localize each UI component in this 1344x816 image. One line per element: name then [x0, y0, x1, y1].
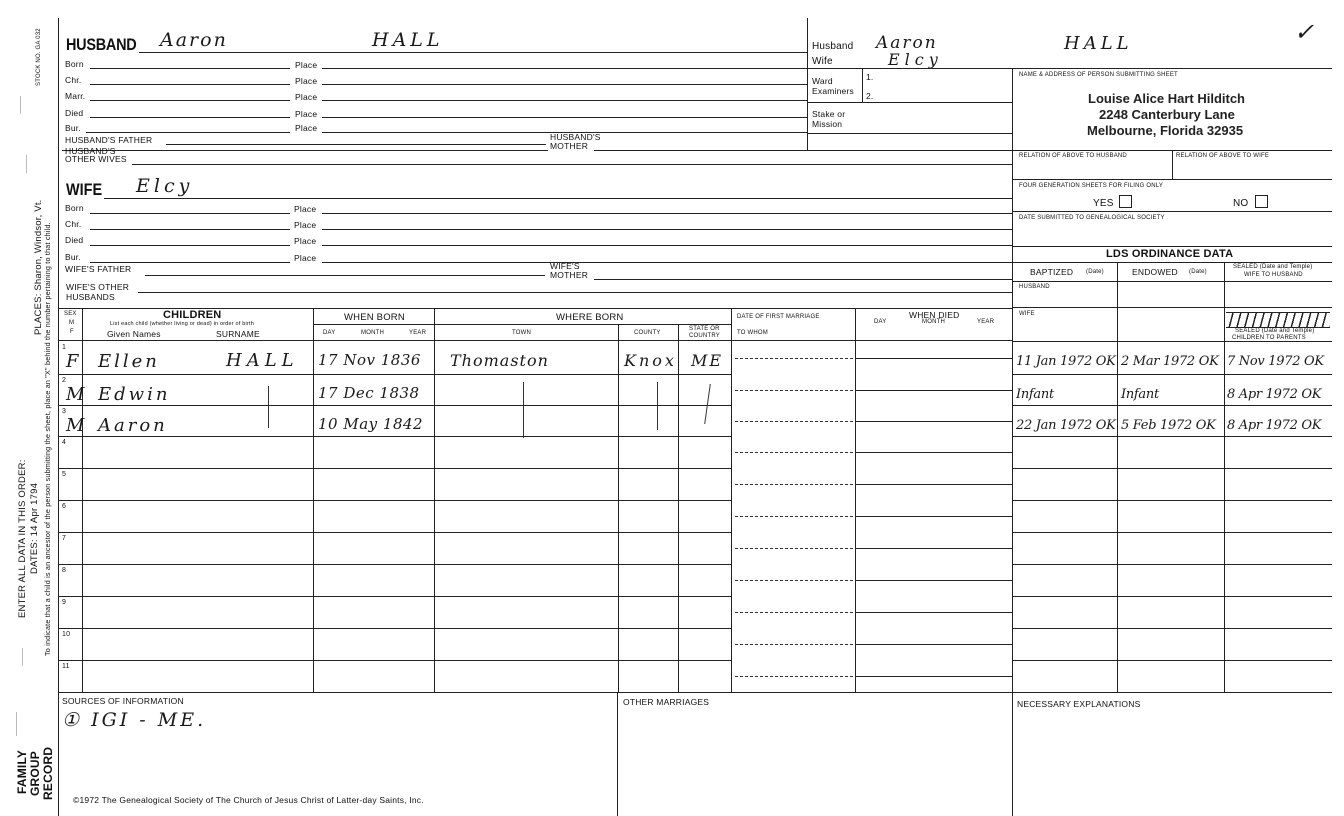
stock-number: STOCK NO. GA 032: [36, 28, 42, 86]
ward-label: Ward: [812, 76, 833, 86]
necessary-explanations-label: NECESSARY EXPLANATIONS: [1017, 699, 1141, 709]
child-birth-date[interactable]: 10 May 1842: [318, 415, 424, 433]
examiner-1-label: 1.: [866, 72, 874, 82]
ward-husband-given[interactable]: Aaron: [876, 33, 938, 53]
husband-label: HUSBAND: [66, 35, 137, 54]
when-born-header: WHEN BORN: [344, 312, 405, 323]
submitter-header: NAME & ADDRESS OF PERSON SUBMITTING SHEET: [1019, 72, 1178, 78]
husband-father-label: HUSBAND'S FATHER: [65, 135, 153, 145]
child-sex[interactable]: M: [66, 415, 85, 436]
sex-m-label: M: [69, 320, 75, 326]
sex-f-label: F: [70, 329, 74, 335]
baptized-date-label: (Date): [1086, 269, 1104, 275]
child-number: 1: [62, 344, 67, 351]
ward-wife-given[interactable]: Elcy: [888, 50, 943, 69]
husband-chr-label: Chr.: [65, 75, 82, 85]
child-birth-date[interactable]: 17 Dec 1838: [318, 384, 420, 402]
child-sealed-date[interactable]: 8 Apr 1972 OK: [1227, 387, 1322, 402]
died-day-header: DAY: [874, 319, 887, 325]
sealed-wife-label-2: WIFE TO HUSBAND: [1244, 272, 1303, 278]
other-marriages-label: OTHER MARRIAGES: [623, 697, 710, 707]
died-month-header: MONTH: [922, 319, 945, 325]
wife-chr-place-label: Place: [294, 220, 317, 230]
sealed-wife-label-1: SEALED (Date and Temple): [1233, 264, 1313, 270]
relation-to-wife-label: RELATION OF ABOVE TO WIFE: [1176, 153, 1270, 159]
places-label: PLACES: Sharon, Windsor, Vt.: [33, 199, 44, 335]
child-sealed-date[interactable]: 7 Nov 1972 OK: [1227, 354, 1324, 369]
wife-born-place-label: Place: [294, 204, 317, 214]
examiners-label: Examiners: [812, 86, 854, 96]
lds-title: LDS ORDINANCE DATA: [1106, 248, 1234, 260]
state-ditto-mark: [704, 384, 715, 424]
county-ditto-mark: [657, 382, 658, 430]
indicate-instruction: To indicate that a child is an ancestor of the person submitting the sheet, place an "X" behind the number pertaining to that child.: [43, 222, 52, 656]
wife-father-label: WIFE'S FATHER: [65, 264, 132, 274]
when-died-header: WHEN DIED: [909, 310, 960, 320]
surname-header: SURNAME: [216, 329, 260, 339]
child-baptized-date[interactable]: Infant: [1016, 387, 1054, 402]
child-sex[interactable]: M: [66, 384, 85, 405]
wife-mother-label-1: WIFE'S: [550, 261, 580, 271]
endowed-label: ENDOWED: [1132, 267, 1178, 277]
ward-husband-label: Husband: [812, 41, 854, 52]
lds-wife-label: WIFE: [1019, 311, 1035, 317]
date-submitted-label: DATE SUBMITTED TO GENEALOGICAL SOCIETY: [1019, 215, 1165, 221]
husband-surname[interactable]: HALL: [372, 29, 444, 51]
sex-label: SEX: [64, 311, 77, 317]
endowed-date-label: (Date): [1189, 269, 1207, 275]
child-baptized-date[interactable]: 11 Jan 1972 OK: [1016, 354, 1116, 369]
child-surname[interactable]: HALL: [226, 350, 299, 371]
no-label: NO: [1233, 198, 1249, 209]
child-number: 9: [62, 599, 67, 606]
enter-order-label: ENTER ALL DATA IN THIS ORDER:: [17, 459, 28, 618]
child-birth-state[interactable]: ME: [691, 351, 724, 370]
form-title-group: GROUP: [28, 750, 42, 796]
sources-value[interactable]: ① IGI - ME.: [62, 709, 207, 731]
child-endowed-date[interactable]: 2 Mar 1972 OK: [1121, 354, 1219, 369]
child-endowed-date[interactable]: 5 Feb 1972 OK: [1121, 418, 1216, 433]
husband-marr-place-label: Place: [295, 92, 318, 102]
child-endowed-date[interactable]: Infant: [1121, 387, 1159, 402]
husband-died-label: Died: [65, 108, 84, 118]
child-number: 5: [62, 471, 67, 478]
children-label: CHILDREN: [163, 309, 222, 321]
wife-chr-label: Chr.: [65, 219, 82, 229]
born-year-header: YEAR: [409, 330, 427, 336]
town-ditto-mark: [523, 382, 524, 438]
state-header-1: STATE OR: [689, 326, 720, 332]
child-birth-town[interactable]: Thomaston: [450, 351, 549, 370]
surname-ditto-mark: [268, 386, 269, 428]
no-checkbox[interactable]: [1255, 195, 1268, 208]
sealed-hatch: [1226, 312, 1330, 328]
child-number: 3: [62, 408, 67, 415]
wife-other-husbands-label-2: HUSBANDS: [66, 292, 115, 302]
copyright-notice: ©1972 The Genealogical Society of The Church of Jesus Christ of Latter-day Saints, Inc.: [73, 795, 424, 805]
husband-mother-label-1: HUSBAND'S: [550, 132, 601, 142]
examiner-2-label: 2.: [866, 91, 874, 101]
relation-to-husband-label: RELATION OF ABOVE TO HUSBAND: [1019, 153, 1127, 159]
form-title-record: RECORD: [41, 746, 55, 800]
submitter-name: Louise Alice Hart Hilditch: [1088, 91, 1245, 106]
wife-given-name[interactable]: Elcy: [136, 175, 194, 197]
husband-born-place-label: Place: [295, 60, 318, 70]
wife-bur-label: Bur.: [65, 252, 81, 262]
dates-label: DATES: 14 Apr 1794: [29, 482, 40, 574]
yes-checkbox[interactable]: [1119, 195, 1132, 208]
child-sex[interactable]: F: [66, 351, 79, 372]
husband-born-label: Born: [65, 59, 84, 69]
husband-bur-label: Bur.: [65, 123, 81, 133]
given-names-header: Given Names: [107, 329, 161, 339]
husband-given-name[interactable]: Aaron: [160, 29, 228, 51]
child-birth-date[interactable]: 17 Nov 1836: [318, 351, 421, 369]
yes-label: YES: [1093, 198, 1114, 209]
sources-label: SOURCES OF INFORMATION: [62, 696, 184, 706]
child-given-name[interactable]: Ellen: [98, 351, 160, 372]
child-number: 11: [62, 663, 70, 670]
state-header-2: COUNTRY: [689, 333, 720, 339]
born-day-header: DAY: [323, 330, 336, 336]
review-checkmark: ✓: [1294, 18, 1315, 46]
lds-husband-label: HUSBAND: [1019, 284, 1050, 290]
first-marriage-header: DATE OF FIRST MARRIAGE: [737, 314, 820, 320]
husband-mother-label-2: MOTHER: [550, 141, 589, 151]
child-number: 6: [62, 503, 67, 510]
child-number: 4: [62, 439, 67, 446]
child-baptized-date[interactable]: 22 Jan 1972 OK: [1016, 418, 1116, 433]
wife-bur-place-label: Place: [294, 253, 317, 263]
where-born-header: WHERE BORN: [556, 312, 624, 323]
children-instruction: List each child (whether living or dead) in order of birth: [110, 321, 254, 327]
child-number: 10: [62, 631, 71, 638]
wife-other-husbands-label-1: WIFE'S OTHER: [66, 282, 130, 292]
ward-husband-surname[interactable]: HALL: [1064, 33, 1133, 54]
baptized-label: BAPTIZED: [1030, 267, 1074, 277]
husband-chr-place-label: Place: [295, 76, 318, 86]
died-year-header: YEAR: [977, 319, 995, 325]
husband-died-place-label: Place: [295, 109, 318, 119]
sealed-children-label-2: CHILDREN TO PARENTS: [1232, 335, 1306, 341]
child-given-name[interactable]: Edwin: [98, 384, 171, 405]
stake-label: Stake or: [812, 109, 846, 119]
submitter-street: 2248 Canterbury Lane: [1099, 107, 1235, 122]
child-number: 7: [62, 535, 67, 542]
county-header: COUNTY: [634, 330, 661, 336]
margin-punch-mark: [20, 96, 21, 114]
margin-punch-mark: [26, 155, 27, 173]
to-whom-header: TO WHOM: [737, 330, 768, 336]
wife-died-place-label: Place: [294, 236, 317, 246]
husband-marr-label: Marr.: [65, 91, 86, 101]
born-month-header: MONTH: [361, 330, 384, 336]
town-header: TOWN: [512, 330, 532, 336]
child-birth-county[interactable]: Knox: [624, 351, 677, 370]
child-given-name[interactable]: Aaron: [98, 415, 168, 436]
wife-born-label: Born: [65, 203, 84, 213]
form-title-family: FAMILY: [15, 749, 29, 794]
child-sealed-date[interactable]: 8 Apr 1972 OK: [1227, 418, 1322, 433]
sealed-children-label-1: SEALED (Date and Temple): [1235, 328, 1315, 334]
four-generation-label: FOUR GENERATION SHEETS FOR FILING ONLY: [1019, 183, 1164, 189]
husband-other-wives-label-2: OTHER WIVES: [65, 154, 127, 164]
margin-punch-mark: [16, 712, 17, 736]
wife-died-label: Died: [65, 235, 84, 245]
child-number: 8: [62, 567, 67, 574]
margin-punch-mark: [22, 648, 23, 666]
submitter-city: Melbourne, Florida 32935: [1087, 123, 1244, 138]
wife-label: WIFE: [66, 180, 103, 199]
husband-bur-place-label: Place: [295, 123, 318, 133]
mission-label: Mission: [812, 119, 843, 129]
ward-wife-label: Wife: [812, 56, 833, 67]
child-number: 2: [62, 377, 67, 384]
wife-mother-label-2: MOTHER: [550, 270, 589, 280]
husband-other-wives-label-1: HUSBAND'S: [65, 146, 116, 156]
